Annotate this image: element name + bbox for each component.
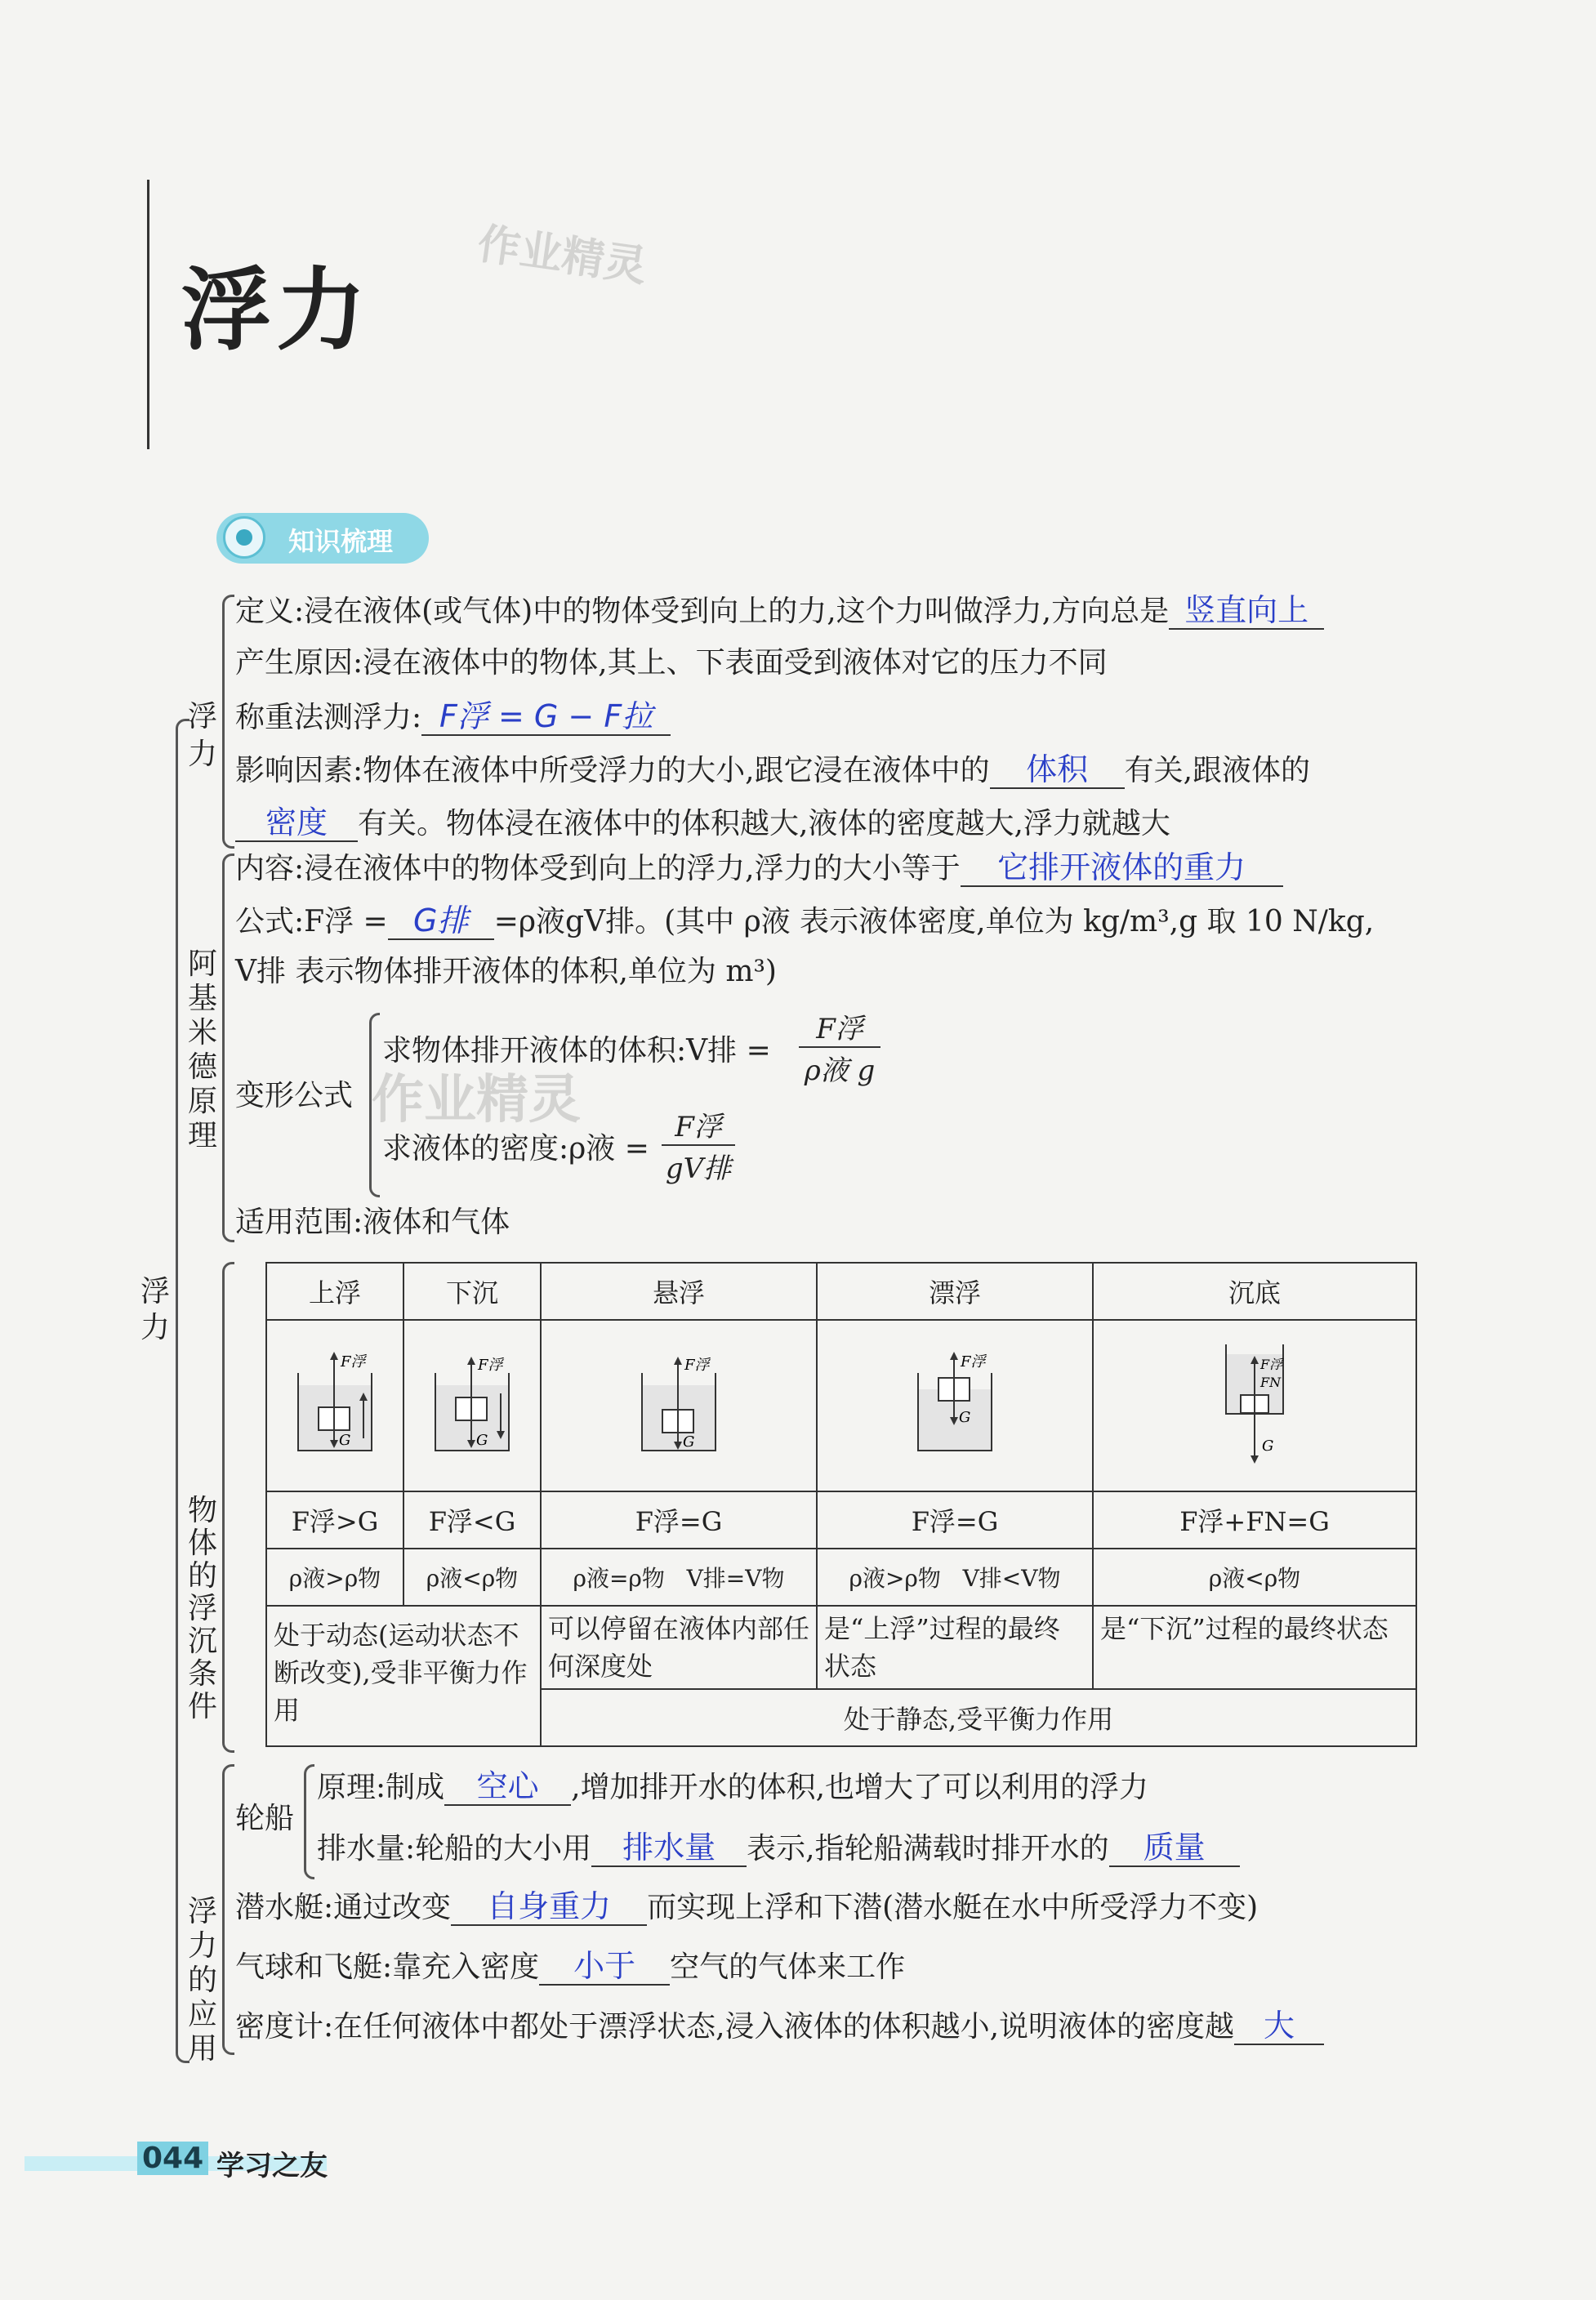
variant1-text: 求物体排开液体的体积:V排 = [382, 1034, 771, 1068]
density-suspend: ρ液=ρ物 V排=V物 [541, 1549, 817, 1606]
ship-brace [304, 1764, 314, 1879]
tree-root-label: 浮力 [140, 1275, 170, 1344]
density-sink: ρ液<ρ物 [403, 1549, 541, 1606]
force-suspend: F浮=G [541, 1491, 817, 1549]
rise-gravity-label: G [339, 1432, 351, 1449]
header-float: 漂浮 [817, 1263, 1093, 1320]
ship-principle-suffix: ,增加排开水的体积,也增大了可以利用的浮力 [571, 1771, 1149, 1804]
ship-displacement-text: 排水量:轮船的大小用 [317, 1832, 592, 1865]
force-row [266, 1491, 1416, 1549]
diagram-float [817, 1320, 1093, 1491]
header-sink: 下沉 [403, 1263, 541, 1320]
density-row [266, 1549, 1416, 1606]
submarine-text: 潜水艇:通过改变 [235, 1891, 452, 1924]
header-bottom: 沉底 [1093, 1263, 1416, 1320]
definition-line [235, 592, 1324, 630]
suspend-note: 可以停留在液体内部任何深度处 [541, 1606, 817, 1689]
variant2-line [382, 1131, 649, 1167]
conditions-table [265, 1262, 1417, 1747]
hydrometer-line [235, 2008, 1324, 2045]
diagram-rise [266, 1320, 403, 1491]
ship-displacement-mid: 表示,指轮船满载时排开水的 [747, 1832, 1109, 1865]
density-float: ρ液>ρ物 V排<V物 [817, 1549, 1093, 1606]
force-float: F浮=G [817, 1491, 1093, 1549]
float-buoy-label: F浮 [961, 1353, 986, 1371]
page-title: 浮力 [181, 257, 371, 363]
bottom-buoy-label: F浮 [1260, 1357, 1283, 1372]
hydrometer-text: 密度计:在任何液体中都处于漂浮状态,浸入液体的体积越小,说明液体的密度越 [235, 2010, 1235, 2044]
density-bottom: ρ液<ρ物 [1093, 1549, 1416, 1606]
ship-mass-answer: 质量 [1109, 1830, 1240, 1867]
watermark-top: 作业精灵 [475, 219, 650, 292]
variants-label: 变形公式 [235, 1079, 354, 1112]
hydrometer-answer: 大 [1234, 2008, 1324, 2045]
tree-label-conditions: 物体的浮沉条件 [187, 1494, 217, 1723]
badge-icon [223, 516, 265, 559]
variant2-text: 求液体的密度:ρ液 = [382, 1132, 649, 1166]
section-badge [216, 513, 429, 564]
archimedes-brace [222, 854, 234, 1242]
header-suspend: 悬浮 [541, 1263, 817, 1320]
title-rule [147, 180, 149, 449]
diagram-sink [403, 1320, 541, 1491]
ship-displacement-answer: 排水量 [591, 1830, 747, 1867]
factors-mid: 有关,跟液体的 [1124, 754, 1311, 787]
rise-buoy-label: F浮 [341, 1353, 366, 1371]
balloon-answer: 小于 [539, 1948, 670, 1986]
balloon-suffix: 空气的气体来工作 [670, 1950, 906, 1984]
bottom-gravity-label: G [1262, 1438, 1274, 1455]
force-bottom: F浮+FN=G [1093, 1491, 1416, 1549]
balloon-text: 气球和飞艇:靠充入密度 [235, 1950, 540, 1984]
suspend-buoy-label: F浮 [684, 1357, 710, 1374]
variant2-numerator: F浮 [662, 1104, 735, 1146]
sink-buoy-label: F浮 [478, 1357, 503, 1374]
watermark-mid: 作业精灵 [372, 1070, 581, 1130]
root-brace [176, 719, 189, 2063]
header-row [266, 1263, 1416, 1320]
cause-line: 产生原因:浸在液体中的物体,其上、下表面受到液体对它的压力不同 [235, 646, 1108, 680]
static-note: 处于静态,受平衡力作用 [541, 1689, 1416, 1746]
ship-displacement-line [317, 1830, 1240, 1867]
float-note: 是“上浮”过程的最终状态 [817, 1606, 1093, 1689]
note-row [266, 1606, 1416, 1689]
badge-label: 知识梳理 [288, 526, 394, 557]
formula-answer: G排 [388, 903, 494, 940]
sink-note: 是“下沉”过程的最终状态 [1093, 1606, 1416, 1689]
definition-answer: 竖直向上 [1169, 592, 1324, 630]
tree-label-archimedes: 阿基米德原理 [187, 947, 217, 1152]
variant1-numerator: F浮 [799, 1006, 880, 1048]
weighing-line [235, 698, 671, 736]
footer-book-title: 学习之友 [216, 2150, 328, 2182]
force-rise: F浮>G [266, 1491, 403, 1549]
ship-principle-line [317, 1768, 1148, 1806]
force-sink: F浮<G [403, 1491, 541, 1549]
factors-line-2 [235, 805, 1170, 842]
factors-answer-density: 密度 [235, 805, 358, 842]
tree-label-applications: 浮力的应用 [187, 1895, 217, 2066]
footer-page-number: 044 [137, 2142, 208, 2175]
diagram-row [266, 1320, 1416, 1491]
scope-line: 适用范围:液体和气体 [235, 1206, 510, 1239]
variant2-fraction [662, 1104, 735, 1186]
submarine-suffix: 而实现上浮和下潜(潜水艇在水中所受浮力不变) [647, 1891, 1259, 1924]
ship-principle-answer: 空心 [444, 1768, 571, 1806]
formula-line [235, 903, 1374, 940]
suspend-gravity-label: G [683, 1433, 695, 1451]
header-rise: 上浮 [266, 1263, 403, 1320]
definition-text: 定义:浸在液体(或气体)中的物体受到向上的力,这个力叫做浮力,方向总是 [235, 595, 1170, 628]
tree-label-buoyancy: 浮力 [187, 700, 217, 771]
buoyancy-brace [222, 595, 234, 849]
submarine-line [235, 1888, 1258, 1926]
diagram-bottom [1093, 1320, 1416, 1491]
factors-answer-volume: 体积 [990, 751, 1125, 789]
ship-principle-text: 原理:制成 [317, 1771, 445, 1804]
diagram-suspend [541, 1320, 817, 1491]
factors-text: 影响因素:物体在液体中所受浮力的大小,跟它浸在液体中的 [235, 754, 990, 787]
weighing-answer: F浮 = G − F拉 [421, 698, 671, 736]
conditions-brace [222, 1262, 234, 1753]
weighing-text: 称重法测浮力: [235, 701, 422, 734]
ship-label: 轮船 [235, 1802, 295, 1835]
content-text: 内容:浸在液体中的物体受到向上的浮力,浮力的大小等于 [235, 852, 961, 885]
bottom-normal-label: FN [1260, 1375, 1282, 1390]
applications-brace [222, 1764, 234, 2055]
variant1-denominator: ρ液 g [804, 1054, 876, 1087]
sink-gravity-label: G [476, 1432, 488, 1449]
density-rise: ρ液>ρ物 [266, 1549, 403, 1606]
variant1-fraction [799, 1006, 880, 1088]
formula-line-2: V排 表示物体排开液体的体积,单位为 m³) [235, 955, 777, 988]
variant2-denominator: gV排 [665, 1152, 732, 1185]
formula-prefix: 公式:F浮 = [235, 905, 388, 938]
factors-line [235, 751, 1310, 789]
dynamic-note: 处于动态(运动状态不断改变),受非平衡力作用 [266, 1606, 541, 1746]
submarine-answer: 自身重力 [451, 1888, 647, 1926]
factors-suffix: 有关。物体浸在液体中的体积越大,液体的密度越大,浮力就越大 [358, 807, 1170, 840]
float-gravity-label: G [959, 1409, 971, 1426]
balloon-line [235, 1948, 905, 1986]
content-line [235, 849, 1283, 887]
formula-suffix: =ρ液gV排。(其中 ρ液 表示液体密度,单位为 kg/m³,g 取 10 N/kg, [493, 905, 1375, 938]
content-answer: 它排开液体的重力 [961, 849, 1283, 887]
